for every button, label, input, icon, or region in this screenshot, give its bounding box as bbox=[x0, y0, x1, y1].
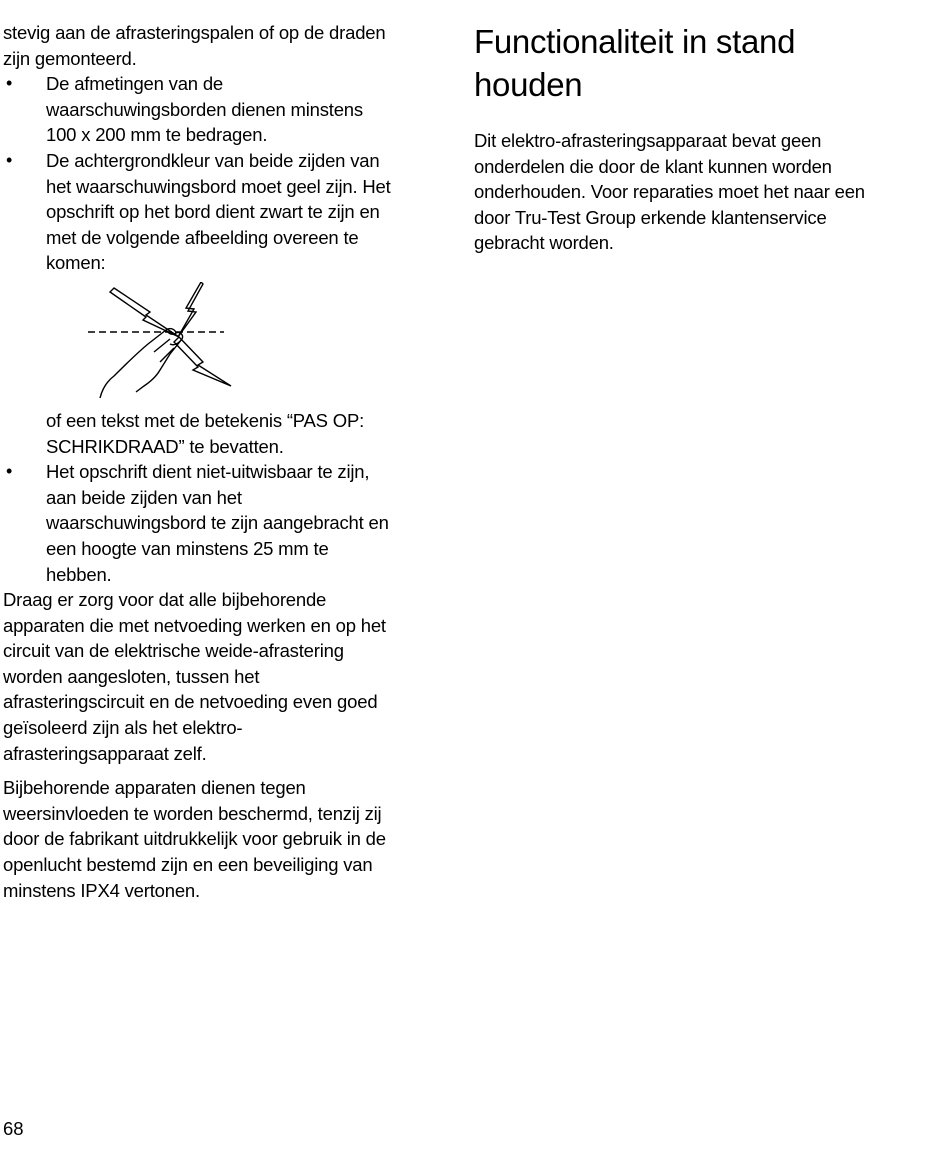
left-column bbox=[3, 20, 395, 903]
list-item-text: Het opschrift dient niet-uitwisbaar te zijn, aan beide zijden van het waarschuwingsbord te zijn aangebracht en een hoogte van minstens 25 mm te hebben. bbox=[46, 461, 389, 585]
bullet-icon: • bbox=[5, 73, 13, 94]
list-item bbox=[3, 148, 395, 459]
list-item bbox=[3, 71, 395, 148]
list-item-text: De afmetingen van de waarschuwingsborden dienen minstens 100 x 200 mm te bedragen. bbox=[46, 73, 363, 146]
warning-sign-requirements-list bbox=[3, 71, 395, 587]
right-column bbox=[474, 20, 874, 256]
section-body: Dit elektro-afrasteringsapparaat bevat geen onderdelen die door de klant kunnen worden onderhouden. Voor reparaties moet het naar een door Tru-Test Group erkende klantenservice gebracht worden. bbox=[474, 130, 865, 254]
accessories-insulation-paragraph: Draag er zorg voor dat alle bijbehorende apparaten die met netvoeding werken en op het circuit van de elektrische weide-afrastering worden aangesloten, tussen het afrasteringscircuit en de netvoeding even goed geïsoleerd zijn als het elektro-afrasteringsapparaat zelf. bbox=[3, 589, 386, 764]
electric-fence-warning-symbol-icon bbox=[86, 282, 236, 400]
bullet-icon: • bbox=[5, 149, 13, 170]
list-item-text: De achtergrondkleur van beide zijden van het waarschuwingsbord moet geel zijn. Het opschrift op het bord dient zwart te zijn en met de volgende afbeelding overeen te komen: bbox=[46, 149, 391, 274]
list-item bbox=[3, 459, 395, 587]
bullet-icon: • bbox=[5, 461, 13, 482]
list-item-text-continued: of een tekst met de betekenis “PAS OP: SCHRIKDRAAD” te bevatten. bbox=[46, 409, 365, 457]
weather-protection-paragraph: Bijbehorende apparaten dienen tegen weersinvloeden te worden beschermd, tenzij zij door de fabrikant uitdrukkelijk voor gebruik in de openlucht bestemd zijn en een beveiliging van minstens IPX4 vertonen. bbox=[3, 777, 386, 901]
section-heading: Functionaliteit in stand houden bbox=[474, 23, 796, 103]
page-number: 68 bbox=[3, 1118, 24, 1139]
intro-continuation: stevig aan de afrasteringspalen of op de draden zijn gemonteerd. bbox=[3, 22, 386, 69]
